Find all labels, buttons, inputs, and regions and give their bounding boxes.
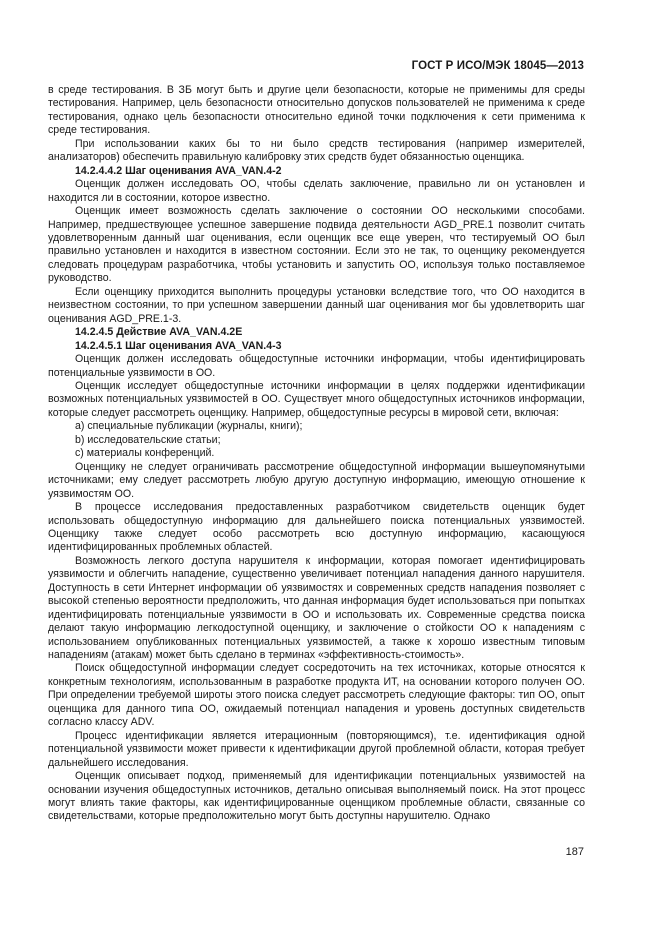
- paragraph: Оценщик должен исследовать ОО, чтобы сделать заключение, правильно ли он установлен и находится ли в состоянии, которое известно.: [48, 178, 585, 204]
- page-number: 187: [565, 846, 584, 858]
- paragraph: Оценщик имеет возможность сделать заключение о состоянии ОО несколькими способами. Например, предшествующее успешное завершение подвида деятельности AGD_PRE.1 позволит считать удовлетворенным данный шаг оценивания, если оценщик все еще уверен, что тестируемый ОО был правильно установлен и находится в известном состоянии. Если это не так, то оценщику рекомендуется следовать процедурам разработчика, чтобы установить и запустить ОО, используя только поставляемое руководство.: [48, 205, 585, 285]
- section-heading: 14.2.4.5 Действие AVA_VAN.4.2E: [75, 326, 243, 339]
- paragraph: Оценщик должен исследовать общедоступные источники информации, чтобы идентифицировать потенциальные уязвимости в ОО.: [48, 353, 585, 379]
- standard-header: ГОСТ Р ИСО/МЭК 18045—2013: [411, 60, 584, 72]
- paragraph: При использовании каких бы то ни было средств тестирования (например измерителей, анализаторов) обеспечить правильную калибровку этих средств будет обязанностью оценщика.: [48, 137, 585, 164]
- paragraph: Оценщик описывает подход, применяемый для идентификации потенциальных уязвимостей на основании изучения общедоступных источников, детально описывая выполняемый поиск. На этот процесс могут влиять такие факторы, как идентифицированные оценщиком проблемные области, связанные со свидетельствами, которые предположительно могут быть доступны нарушителю. Однако: [48, 770, 585, 823]
- page-content: [48, 84, 585, 824]
- paragraph: Оценщику не следует ограничивать рассмотрение общедоступной информации вышеупомянутыми источниками; ему следует рассмотреть любую другую доступную информацию, имеющую отношение к уязвимостям ОО.: [48, 460, 585, 500]
- section-heading: 14.2.4.4.2 Шаг оценивания AVA_VAN.4-2: [75, 164, 282, 177]
- paragraph: Процесс идентификации является итерационным (повторяющимся), т.е. идентификация одной потенциальной уязвимости может привести к идентификации другой проблемной области, которая требует дальнейшего исследования.: [48, 729, 585, 769]
- paragraph: в среде тестирования. В ЗБ могут быть и другие цели безопасности, которые не применимы для среды тестирования. Например, цель безопасности относительно допусков пользователей не применима к среде тестирования, однако цель безопасности относительно единой точки подключения к сети применима к среде тестирования.: [48, 84, 585, 137]
- paragraph: В процессе исследования предоставленных разработчиком свидетельств оценщик будет использовать общедоступную информацию для дальнейшего поиска потенциальных уязвимостей. Оценщику также следует особо рассмотреть всю доступную информацию, касающуюся идентифицированных проблемных областей.: [48, 501, 585, 554]
- paragraph: Если оценщику приходится выполнить процедуры установки вследствие того, что ОО находится в неизвестном состоянии, то при успешном завершении данный шаг оценивания мог бы удовлетворить шаг оценивания AGD_PRE.1-3.: [48, 285, 585, 325]
- paragraph: Оценщик исследует общедоступные источники информации в целях поддержки идентификации возможных потенциальных уязвимостей в ОО. Существует много общедоступных источников информации, которые следует рассмотреть оценщику. Например, общедоступные ресурсы в мировой сети, включая:: [48, 379, 585, 419]
- list-item: c) материалы конференций.: [75, 447, 215, 460]
- list-item: b) исследовательские статьи;: [75, 433, 221, 446]
- section-heading: 14.2.4.5.1 Шаг оценивания AVA_VAN.4-3: [75, 339, 282, 352]
- paragraph: Возможность легкого доступа нарушителя к информации, которая помогает идентифицировать уязвимости и облегчить нападение, существенно увеличивает потенциал нападения данного нарушителя. Доступность в сети Интернет информации об уязвимостях и современных средств нападения позволяет с высокой степенью вероятности предположить, что данная информация будет использоваться при попытках идентифицировать потенциальные уязвимости в ОО и использовать их. Современные средства поиска делают такую информацию легкодоступной оценщику, и заключение о стойкости ОО к нападениям с использованием опубликованных потенциальных уязвимостей, а также к хорошо известным типовым нападениям (атакам) может быть сделано в терминах «эффективность-стоимость».: [48, 554, 585, 662]
- paragraph: Поиск общедоступной информации следует сосредоточить на тех источниках, которые относятся к конкретным технологиям, использованным в разработке продукта ИТ, на основании которого получен ОО. При определении требуемой широты этого поиска следует рассмотреть следующие факторы: тип ОО, опыт оценщика для данного типа ОО, ожидаемый потенциал нападения и уровень доступных свидетельств согласно классу ADV.: [48, 662, 585, 729]
- list-item: a) специальные публикации (журналы, книги);: [75, 420, 303, 433]
